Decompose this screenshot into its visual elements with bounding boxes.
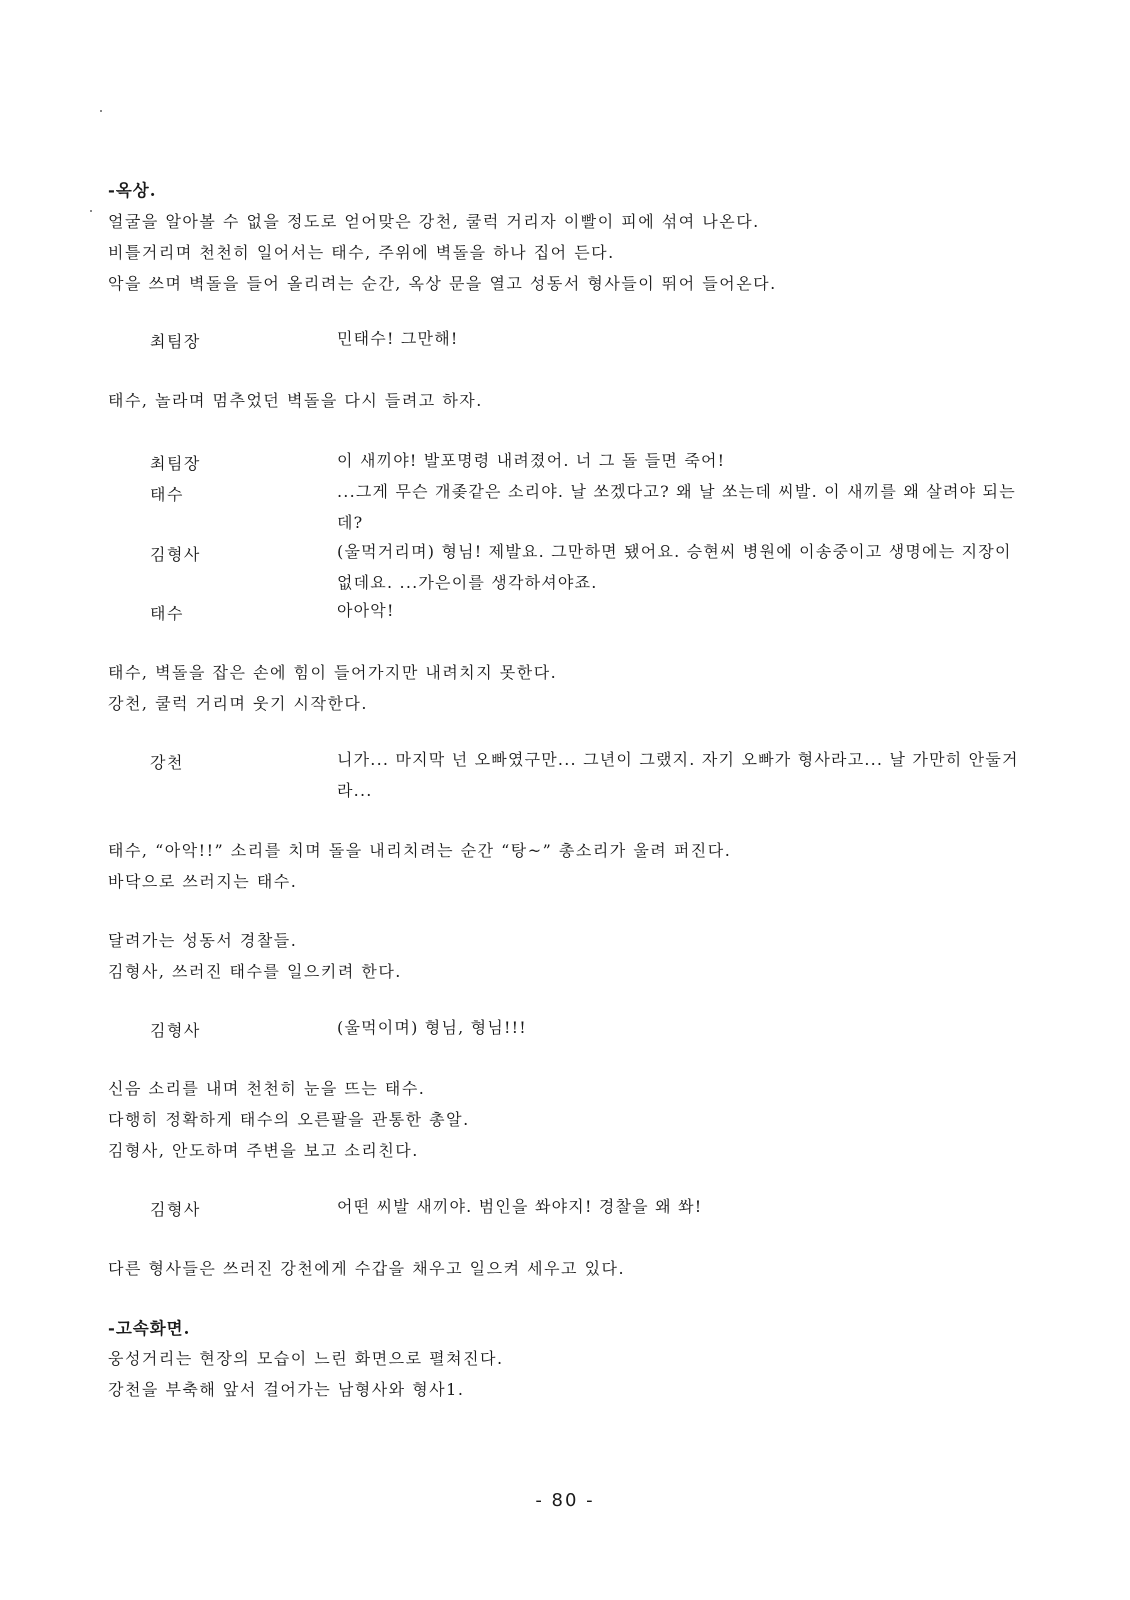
action-line: 강천, 쿨럭 거리며 웃기 시작한다. — [108, 694, 368, 713]
action-line: 다행히 정확하게 태수의 오른팔을 관통한 총알. — [108, 1110, 470, 1129]
page-number: - 80 - — [535, 1490, 595, 1511]
action-line: 신음 소리를 내며 천천히 눈을 뜨는 태수. — [108, 1079, 426, 1098]
speaker-name: 김형사 — [150, 1200, 201, 1219]
scan-speck — [90, 210, 92, 212]
dialogue-text: ...그게 무슨 개좆같은 소리야. 날 쏘겠다고? 왜 날 쏘는데 씨발. 이 새끼를 왜 살려야 되는데? — [337, 482, 1016, 532]
scene-heading: -옥상. — [108, 181, 157, 200]
speaker-name: 김형사 — [150, 1021, 201, 1040]
action-line: 김형사, 안도하며 주변을 보고 소리친다. — [108, 1141, 419, 1160]
action-line: 바닥으로 쓰러지는 태수. — [108, 872, 298, 891]
dialogue-text: 이 새끼야! 발포명령 내려졌어. 너 그 돌 들면 죽어! — [337, 451, 726, 470]
speaker-name: 태수 — [150, 485, 184, 504]
dialogue-text: 아아악! — [337, 601, 395, 620]
dialogue-text: 니가... 마지막 넌 오빠였구만... 그년이 그랬지. 자기 오빠가 형사라고... 날 가만히 안둘거라... — [337, 750, 1019, 800]
scene-heading: -고속화면. — [108, 1319, 191, 1338]
speaker-name: 김형사 — [150, 545, 201, 564]
action-line: 태수, “아악!!” 소리를 치며 돌을 내리치려는 순간 “탕~” 총소리가 울려 퍼진다. — [108, 841, 732, 860]
action-line: 달려가는 성동서 경찰들. — [108, 931, 298, 950]
scan-speck — [100, 110, 102, 112]
speaker-name: 강천 — [150, 753, 184, 772]
speaker-name: 태수 — [150, 604, 184, 623]
action-line: 다른 형사들은 쓰러진 강천에게 수갑을 채우고 일으켜 세우고 있다. — [108, 1259, 626, 1278]
action-line: 김형사, 쓰러진 태수를 일으키려 한다. — [108, 962, 402, 981]
action-line: 태수, 놀라며 멈추었던 벽돌을 다시 들려고 하자. — [108, 391, 483, 410]
action-line: 웅성거리는 현장의 모습이 느린 화면으로 펼쳐진다. — [108, 1349, 504, 1368]
action-line: 태수, 벽돌을 잡은 손에 힘이 들어가지만 내려치지 못한다. — [108, 663, 558, 682]
action-line: 강천을 부축해 앞서 걸어가는 남형사와 형사1. — [108, 1380, 465, 1399]
speaker-name: 최팀장 — [150, 332, 201, 351]
action-line: 악을 쓰며 벽돌을 들어 올리려는 순간, 옥상 문을 열고 성동서 형사들이 뛰어 들어온다. — [108, 274, 777, 293]
dialogue-text: 어떤 씨발 새끼야. 범인을 쏴야지! 경찰을 왜 쏴! — [337, 1197, 703, 1216]
dialogue-text: (울먹거리며) 형님! 제발요. 그만하면 됐어요. 승현씨 병원에 이송중이고 생명에는 지장이 없데요. ...가은이를 생각하셔야죠. — [337, 542, 1012, 592]
dialogue-text: (울먹이며) 형님, 형님!!! — [337, 1018, 527, 1037]
speaker-name: 최팀장 — [150, 454, 201, 473]
action-line: 얼굴을 알아볼 수 없을 정도로 얻어맞은 강천, 쿨럭 거리자 이빨이 피에 섞여 나온다. — [108, 212, 760, 231]
dialogue-text: 민태수! 그만해! — [337, 329, 459, 348]
action-line: 비틀거리며 천천히 일어서는 태수, 주위에 벽돌을 하나 집어 든다. — [108, 243, 615, 262]
